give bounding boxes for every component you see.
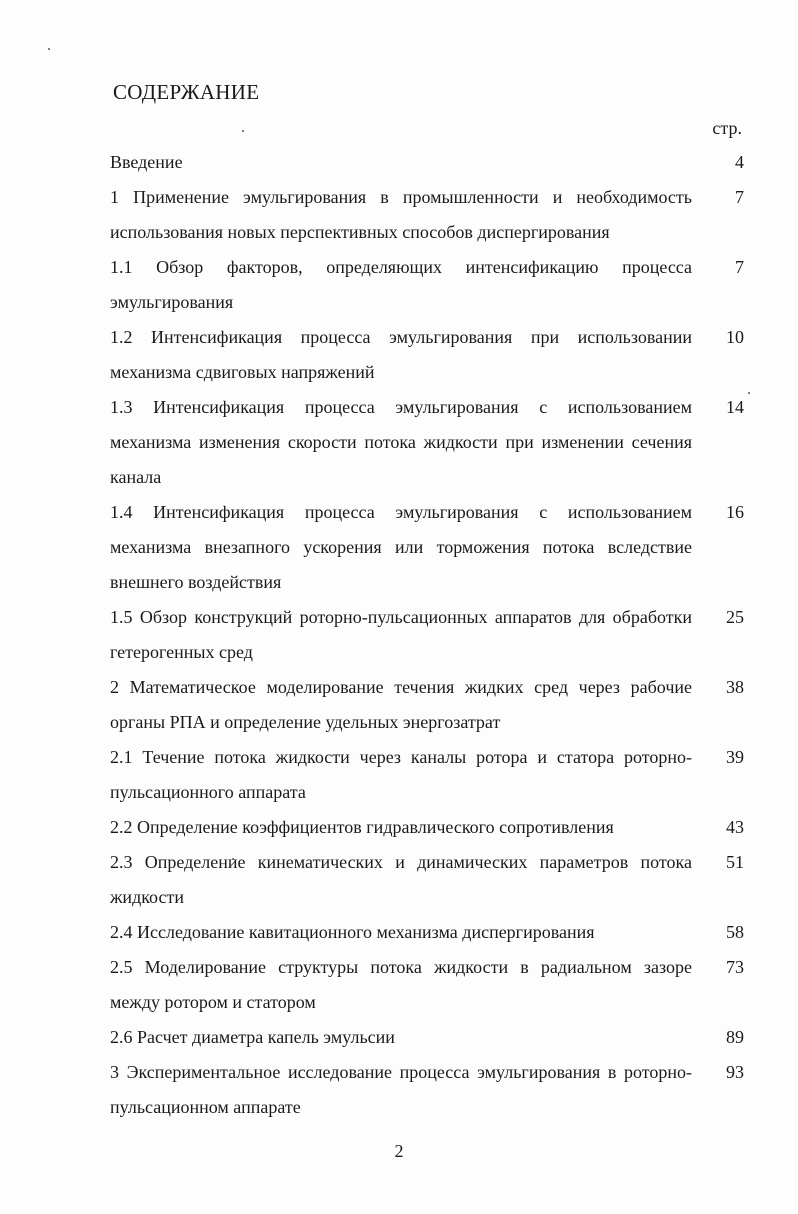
- scan-speck: [242, 130, 244, 132]
- toc-entry: [110, 845, 744, 915]
- toc-entry-title: 1.1 Обзор факторов, определяющих интенсификацию процесса эмульгирования: [110, 257, 692, 312]
- toc-entry: [110, 250, 744, 320]
- toc-entry: [110, 1020, 744, 1055]
- page-column-label: стр.: [712, 118, 742, 138]
- toc-entry-title: Введение: [110, 152, 183, 172]
- toc-entry-page: 7: [735, 187, 744, 207]
- toc-entry-title: 1.4 Интенсификация процесса эмульгирования с использованием механизма внезапного ускорения или торможения потока вследствие внешнего воздействия: [110, 502, 692, 592]
- toc-entry-title: 1 Применение эмульгирования в промышленности и необходимость использования новых перспективных способов диспергирования: [110, 187, 692, 242]
- toc-entry: [110, 740, 744, 810]
- toc-entry-page: 51: [726, 852, 744, 872]
- toc-entry: [110, 1055, 744, 1125]
- toc-entry-title: 1.3 Интенсификация процесса эмульгирования с использованием механизма изменения скорости потока жидкости при изменении сечения канала: [110, 397, 692, 487]
- toc-entry-page: 58: [726, 922, 744, 942]
- toc-entry: [110, 390, 744, 495]
- toc-entry-title: 3 Экспериментальное исследование процесса эмульгирования в роторно-пульсационном аппарате: [110, 1062, 692, 1117]
- toc-entry-page: 10: [726, 327, 744, 347]
- toc-entry-page: 14: [726, 397, 744, 417]
- toc-entry-title: 2.6 Расчет диаметра капель эмульсии: [110, 1027, 395, 1047]
- table-of-contents: [110, 145, 744, 1125]
- toc-entry-page: 25: [726, 607, 744, 627]
- scan-speck: [748, 392, 750, 394]
- toc-entry-title: 2.3 Определение кинематических и динамических параметров потока жидкости: [110, 852, 692, 907]
- toc-entry-page: 93: [726, 1062, 744, 1082]
- toc-entry-title: 1.2 Интенсификация процесса эмульгирования при использовании механизма сдвиговых напряжений: [110, 327, 692, 382]
- toc-entry-page: 4: [735, 152, 744, 172]
- toc-entry-page: 89: [726, 1027, 744, 1047]
- toc-entry-page: 43: [726, 817, 744, 837]
- toc-entry-page: 16: [726, 502, 744, 522]
- toc-entry: [110, 180, 744, 250]
- toc-entry: [110, 495, 744, 600]
- toc-entry-title: 2.5 Моделирование структуры потока жидкости в радиальном зазоре между ротором и статором: [110, 957, 692, 1012]
- toc-entry: [110, 950, 744, 1020]
- toc-entry: [110, 600, 744, 670]
- toc-entry-page: 7: [735, 257, 744, 277]
- toc-entry-title: 1.5 Обзор конструкций роторно-пульсационных аппаратов для обработки гетерогенных сред: [110, 607, 692, 662]
- toc-title: СОДЕРЖАНИЕ: [113, 80, 260, 104]
- toc-entry-page: 38: [726, 677, 744, 697]
- toc-entry-title: 2.2 Определение коэффициентов гидравлического сопротивления: [110, 817, 614, 837]
- toc-entry-page: 73: [726, 957, 744, 977]
- toc-entry: [110, 145, 744, 180]
- toc-entry-page: 39: [726, 747, 744, 767]
- toc-entry: [110, 810, 744, 845]
- toc-entry: [110, 915, 744, 950]
- toc-entry-title: 2.1 Течение потока жидкости через каналы ротора и статора роторно-пульсационного аппарата: [110, 747, 692, 802]
- toc-entry-title: 2 Математическое моделирование течения жидких сред через рабочие органы РПА и определение удельных энергозатрат: [110, 677, 692, 732]
- toc-entry: [110, 670, 744, 740]
- toc-entry-title: 2.4 Исследование кавитационного механизма диспергирования: [110, 922, 595, 942]
- toc-entry: [110, 320, 744, 390]
- page-number: 2: [394, 1141, 404, 1161]
- scan-speck: [48, 48, 50, 50]
